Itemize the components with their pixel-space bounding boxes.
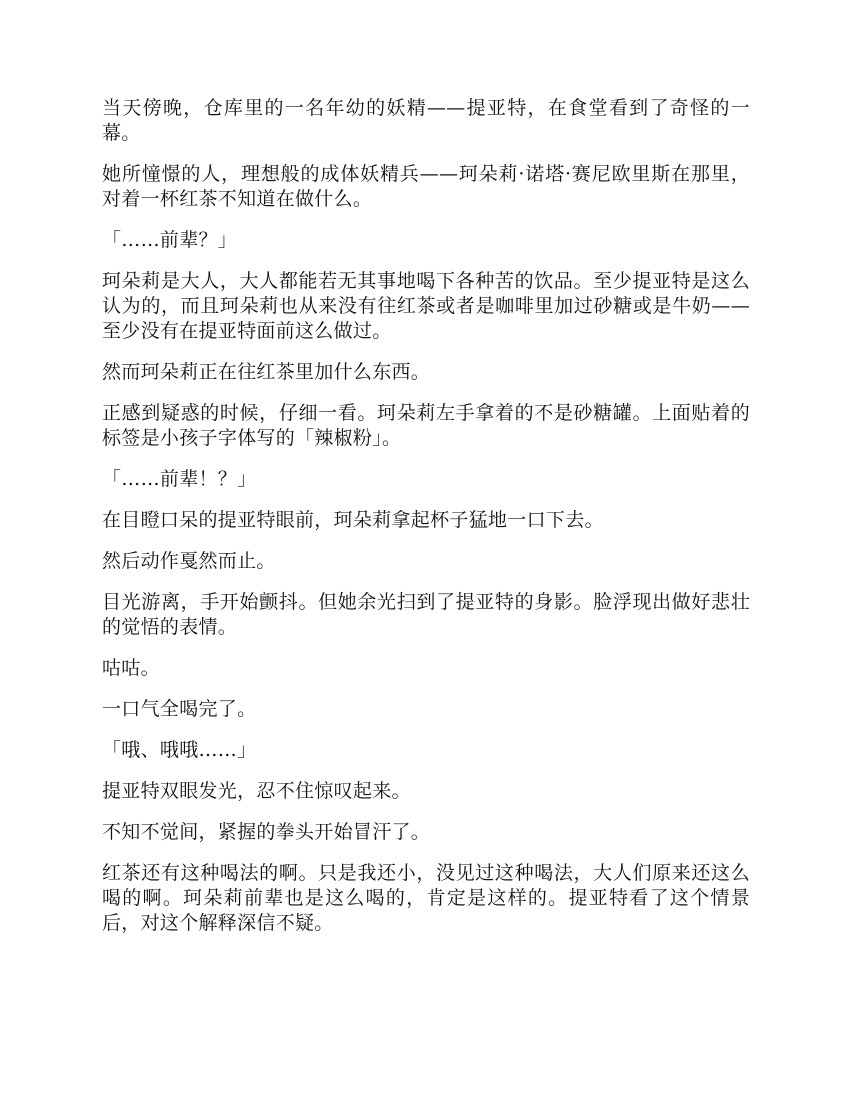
paragraph: 她所憧憬的人，理想般的成体妖精兵——珂朵莉·诺塔·赛尼欧里斯在那里，对着一杯红茶不知道在做什么。: [102, 163, 750, 210]
paragraph: 当天傍晚，仓库里的一名年幼的妖精——提亚特，在食堂看到了奇怪的一幕。: [102, 97, 750, 144]
paragraph: 「……前辈！？」: [102, 468, 257, 490]
paragraph: 「……前辈？」: [102, 229, 238, 251]
paragraph: 正感到疑惑的时候，仔细一看。珂朵莉左手拿着的不是砂糖罐。上面贴着的标签是小孩子字体写的「辣椒粉」。: [102, 402, 750, 449]
paragraph: 在目瞪口呆的提亚特眼前，珂朵莉拿起杯子猛地一口下去。: [102, 509, 604, 531]
paragraph: 提亚特双眼发光，忍不住惊叹起来。: [102, 780, 411, 802]
document-body: [102, 96, 750, 952]
paragraph: 「哦、哦哦……」: [102, 739, 257, 761]
paragraph: 红茶还有这种喝法的啊。只是我还小，没见过这种喝法，大人们原来还这么喝的啊。珂朵莉前辈也是这么喝的，肯定是这样的。提亚特看了这个情景后，对这个解释深信不疑。: [102, 862, 750, 934]
paragraph: 不知不觉间，紧握的拳头开始冒汗了。: [102, 821, 431, 843]
paragraph: 然而珂朵莉正在往红茶里加什么东西。: [102, 361, 431, 383]
paragraph: 目光游离，手开始颤抖。但她余光扫到了提亚特的身影。脸浮现出做好悲壮的觉悟的表情。: [102, 591, 750, 638]
paragraph: 咕咕。: [102, 657, 160, 679]
paragraph: 一口气全喝完了。: [102, 698, 257, 720]
paragraph: 然后动作戛然而止。: [102, 550, 276, 572]
paragraph: 珂朵莉是大人，大人都能若无其事地喝下各种苦的饮品。至少提亚特是这么认为的，而且珂朵莉也从来没有往红茶或者是咖啡里加过砂糖或是牛奶——至少没有在提亚特面前这么做过。: [102, 270, 750, 342]
